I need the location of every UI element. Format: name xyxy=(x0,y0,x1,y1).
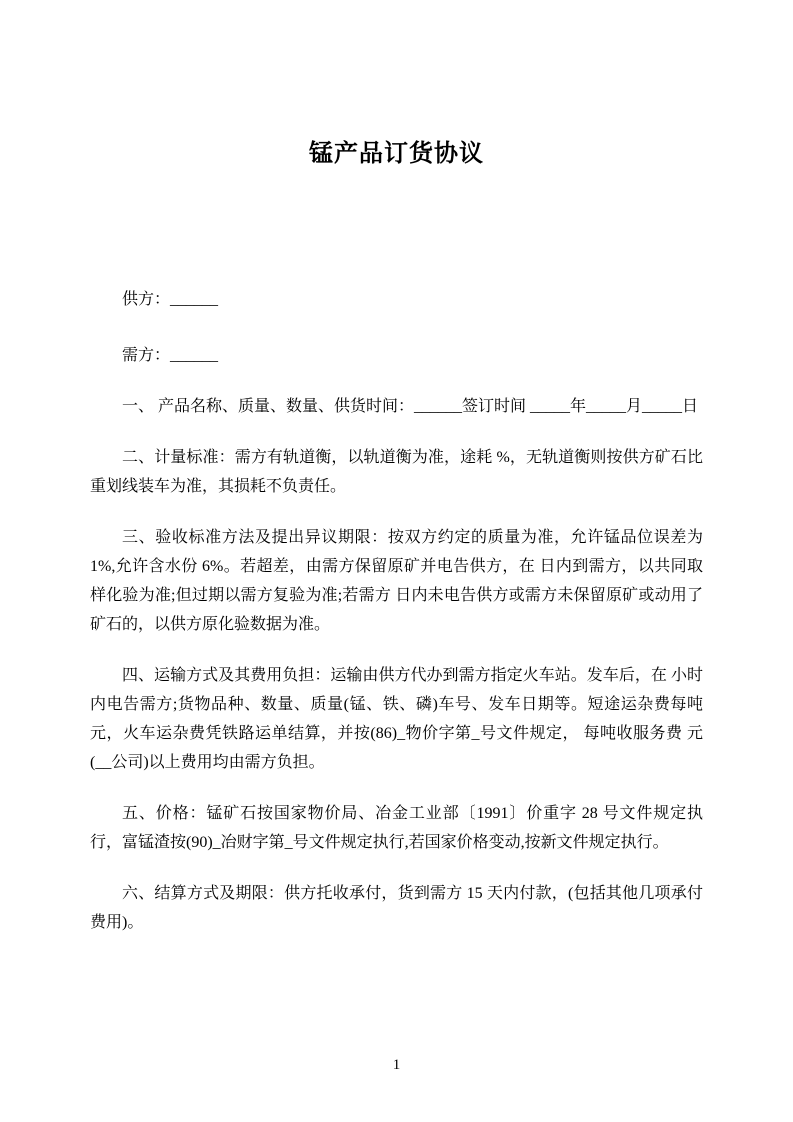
clause-acceptance-standard: 三、验收标准方法及提出异议期限：按双方约定的质量为准，允许锰品位误差为1%,允许含水份 6%。若超差，由需方保留原矿并电告供方，在 日内到需方，以共同取样化验为准;但过期以需方复验为准;若需方 日内未电告供方或需方未保留原矿或动用了矿石的，以供方原化验数据为准。 xyxy=(90,529,703,633)
page-number: 1 xyxy=(392,1057,401,1073)
clause-product-info: 一、 产品名称、质量、数量、供货时间：______签订时间 _____年_____月_____日 xyxy=(122,398,699,415)
clause-transport-costs: 四、运输方式及其费用负担：运输由供方代办到需方指定火车站。发车后，在 小时内电告需方;货物品种、数量、质量(锰、铁、磷)车号、发车日期等。短途运杂费每吨 元，火车运杂费凭铁路运单结算，并按(86)_物价字第_号文件规定， 每吨收服务费 元(__公司)以上费用均由需方负担。 xyxy=(90,667,703,771)
supplier-line: 供方：______ xyxy=(122,291,219,308)
clause-price: 五、价格：锰矿石按国家物价局、冶金工业部〔1991〕价重字 28 号文件规定执行，富锰渣按(90)_冶财字第_号文件规定执行,若国家价格变动,按新文件规定执行。 xyxy=(90,805,703,851)
clause-settlement: 六、结算方式及期限：供方托收承付，货到需方 15 天内付款，(包括其他几项承付费用)。 xyxy=(90,885,703,931)
document-title: 锰产品订货协议 xyxy=(309,141,484,167)
document-body xyxy=(90,285,703,937)
buyer-line: 需方：______ xyxy=(122,347,219,364)
clause-measurement-standard: 二、计量标准：需方有轨道衡，以轨道衡为准，途耗 %，无轨道衡则按供方矿石比重划线装车为准，其损耗不负责任。 xyxy=(90,449,703,495)
